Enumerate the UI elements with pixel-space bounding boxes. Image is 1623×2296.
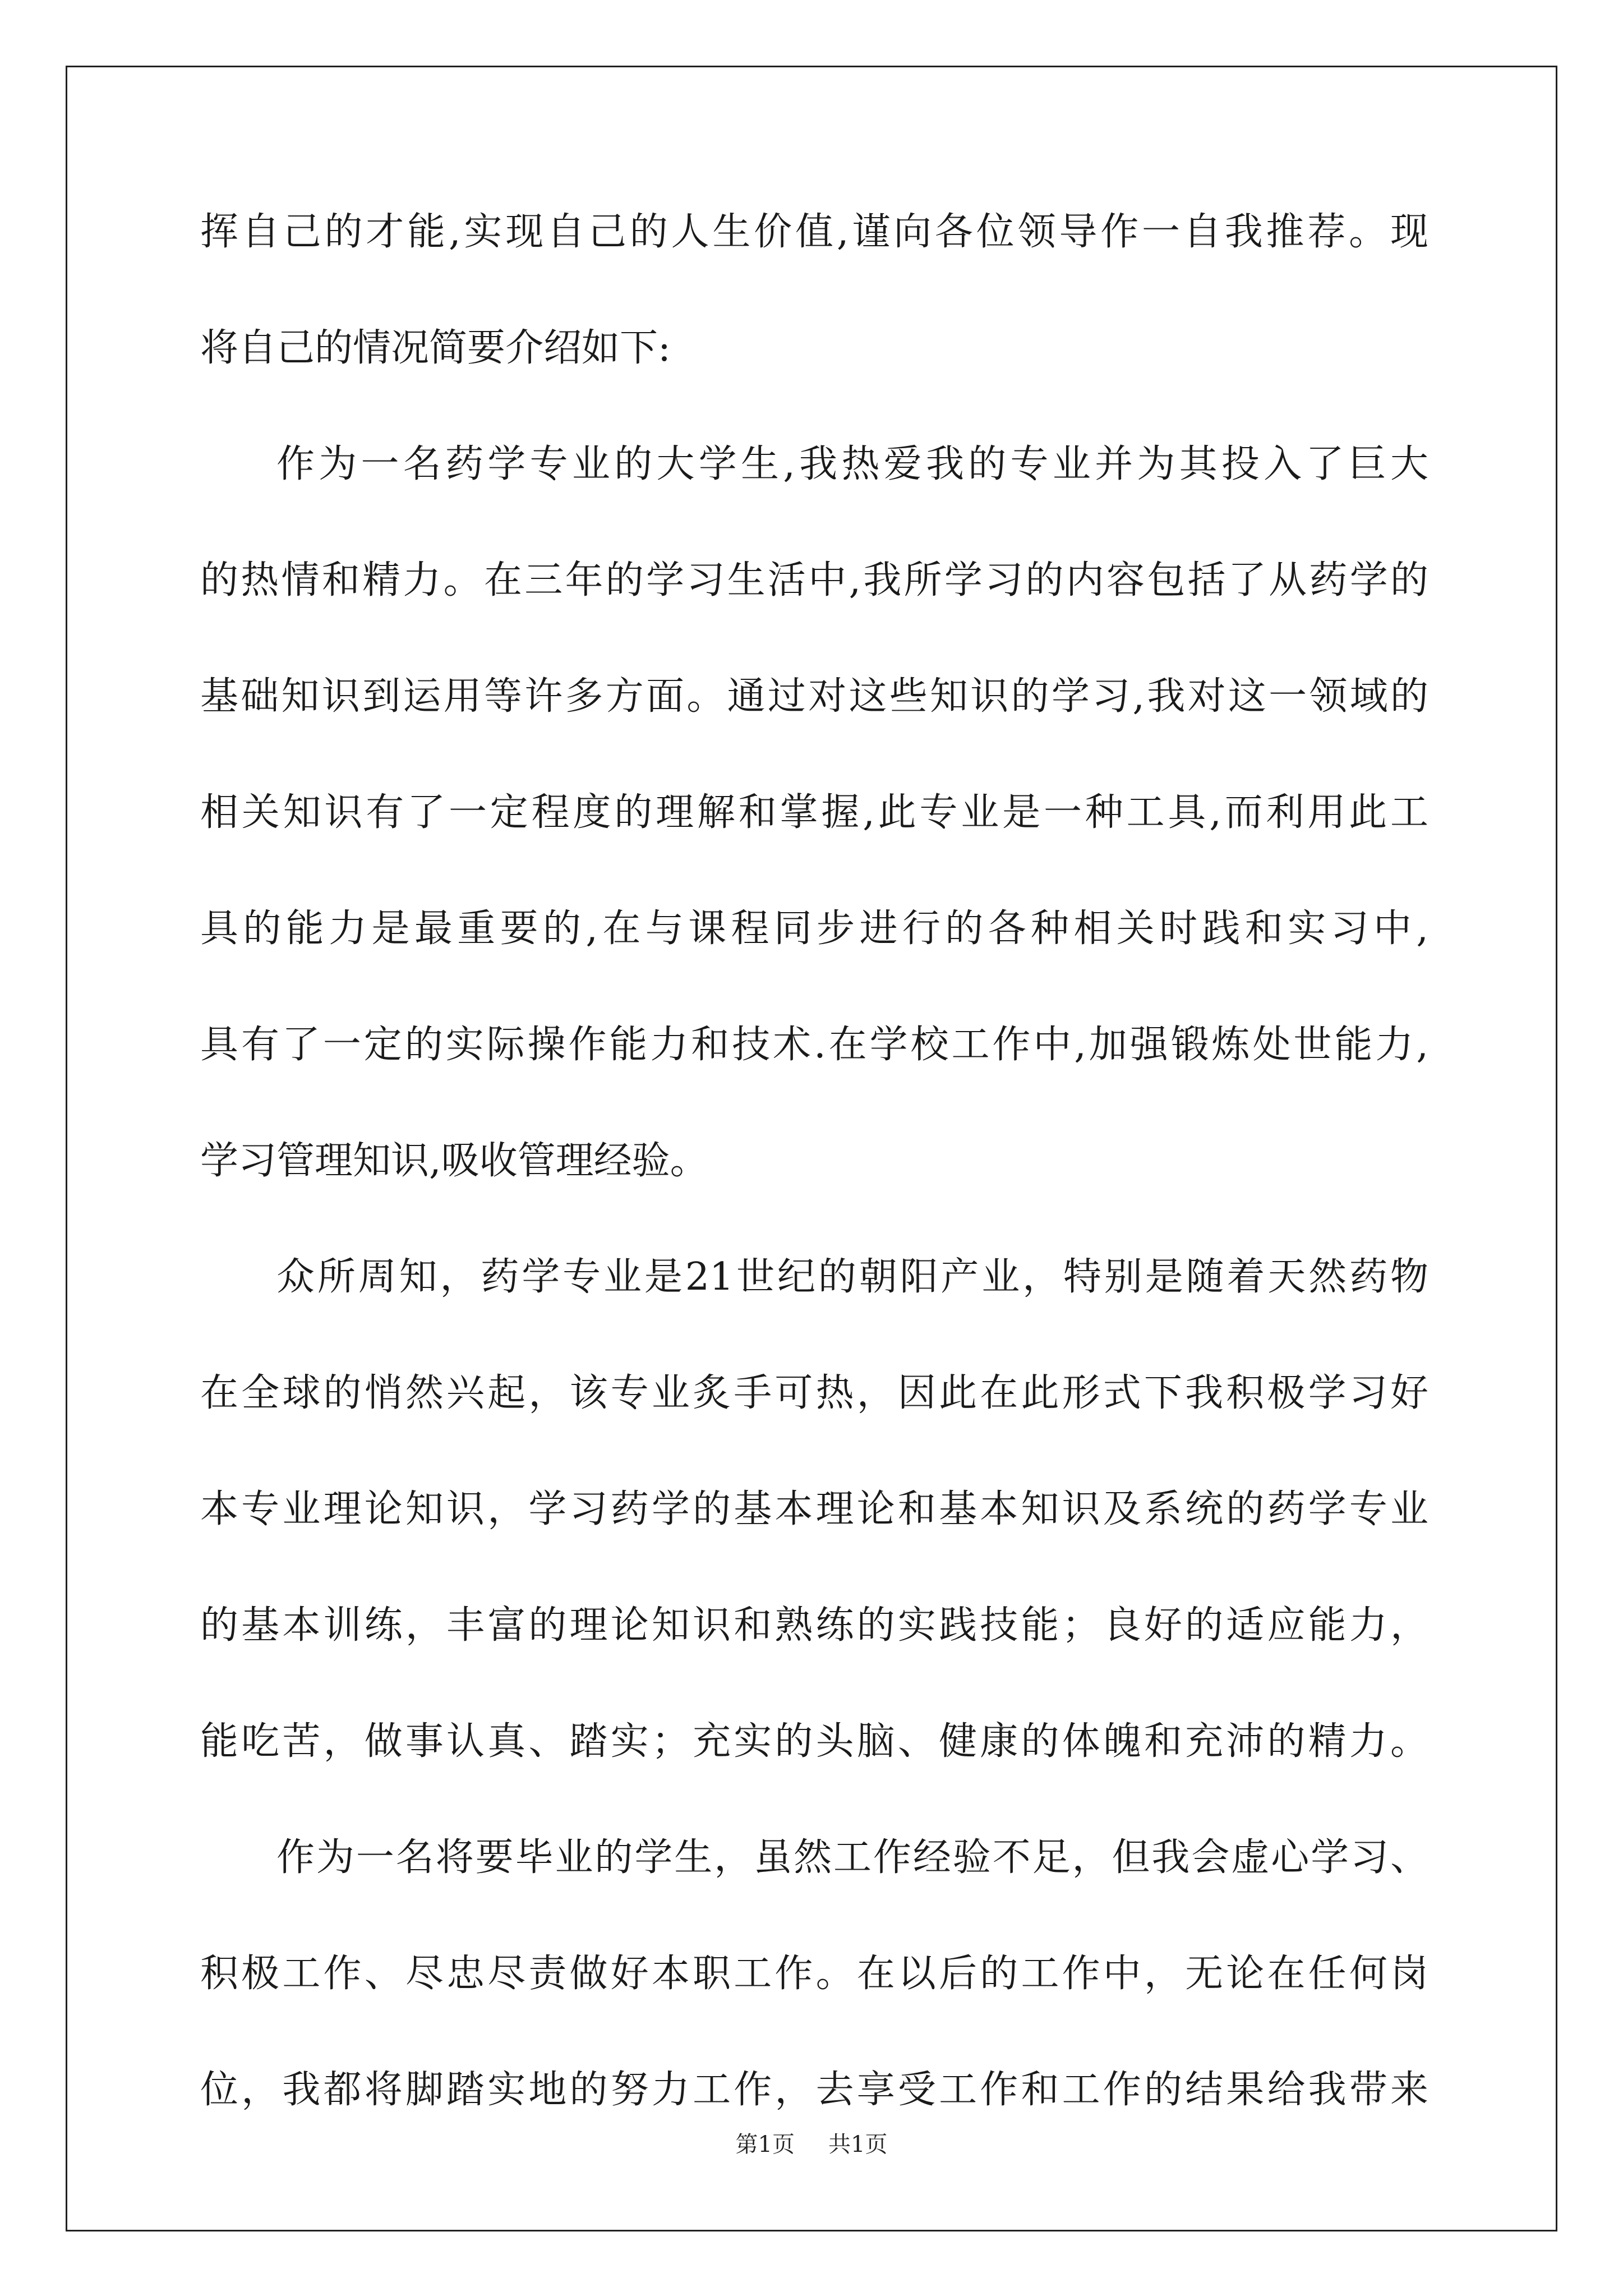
text-line: 的热情和精力。在三年的学习生活中,我所学习的内容包括了从药学的	[200, 558, 1428, 602]
text-line: 本专业理论知识，学习药学的基本理论和基本知识及系统的药学专业	[200, 1487, 1428, 1531]
text-line: 作为一名将要毕业的学生，虽然工作经验不足，但我会虚心学习、	[276, 1835, 1428, 1880]
text-line: 在全球的悄然兴起，该专业炙手可热，因此在此形式下我积极学习好	[200, 1371, 1428, 1415]
document-body	[200, 212, 1428, 2186]
text-line: 基础知识到运用等许多方面。通过对这些知识的学习,我对这一领域的	[200, 674, 1428, 719]
page-total: 共1页	[828, 2132, 888, 2157]
text-line: 具的能力是最重要的,在与课程同步进行的各种相关时践和实习中,	[200, 907, 1428, 951]
text-line: 位，我都将脚踏实地的努力工作，去享受工作和工作的结果给我带来	[200, 2068, 1428, 2112]
text-line: 挥自己的才能,实现自己的人生价值,谨向各位领导作一自我推荐。现	[200, 210, 1428, 254]
text-line: 众所周知，药学专业是21世纪的朝阳产业，特别是随着天然药物	[276, 1255, 1428, 1299]
text-line: 能吃苦，做事认真、踏实；充实的头脑、健康的体魄和充沛的精力。	[200, 1719, 1428, 1764]
text-line: 具有了一定的实际操作能力和技术.在学校工作中,加强锻炼处世能力,	[200, 1023, 1428, 1067]
text-line: 的基本训练，丰富的理论知识和熟练的实践技能；良好的适应能力，	[200, 1603, 1428, 1648]
page-footer	[0, 2131, 1623, 2158]
page-number: 第1页	[735, 2132, 795, 2157]
text-line: 作为一名药学专业的大学生,我热爱我的专业并为其投入了巨大	[276, 442, 1428, 486]
text-line: 将自己的情况简要介绍如下:	[200, 326, 671, 370]
text-line: 学习管理知识,吸收管理经验。	[200, 1139, 708, 1183]
text-line: 相关知识有了一定程度的理解和掌握,此专业是一种工具,而利用此工	[200, 790, 1428, 835]
text-line: 积极工作、尽忠尽责做好本职工作。在以后的工作中，无论在任何岗	[200, 1952, 1428, 1996]
